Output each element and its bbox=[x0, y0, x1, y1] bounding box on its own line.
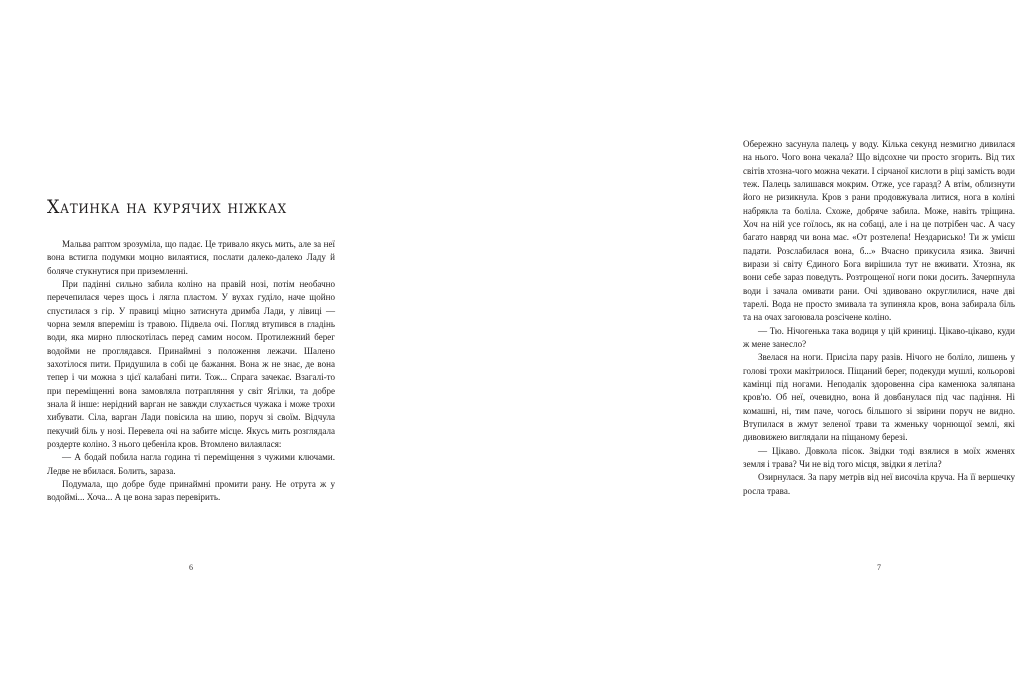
paragraph: — Тю. Нічогенька така водиця у цій криниці. Цікаво-цікаво, куди ж мене занесло? bbox=[743, 325, 1015, 349]
body-text-left-column bbox=[47, 238, 335, 505]
page-left bbox=[0, 0, 350, 700]
page-right bbox=[350, 0, 1015, 700]
paragraph: — Цікаво. Довкола пісок. Звідки тоді взялися в моїх жменях земля і трава? Чи не від того місця, звідки я летіла? bbox=[743, 445, 1015, 469]
paragraph: Мальва раптом зрозуміла, що падає. Це тривало якусь мить, але за неї вона встигла подумки моцно вилаятися, послати далеко-далеко Ладу й боляче стукнутися при приземленні. bbox=[47, 239, 335, 276]
paragraph: Подумала, що добре буде принаймні промити рану. Не отрута ж у водоймі... Хоча... А це вона зараз перевірить. bbox=[47, 478, 335, 503]
body-text-right-column bbox=[743, 138, 1015, 498]
chapter-title: Хатинка на курячих ніжках bbox=[47, 196, 287, 218]
page-number-left: 6 bbox=[189, 563, 193, 572]
paragraph: Озирнулася. За пару метрів від неї височіла круча. На її вершечку росла трава. bbox=[743, 472, 1015, 496]
paragraph: Обережно засунула палець у воду. Кілька секунд незмигно дивилася на нього. Чого вона чекала? Що відсохне чи просто згорить. Від тих світів хтозна-чого можна чекати. І сірчаної кислоти в ріці замість води теж. Палець залишався мокрим. Отже, усе гаразд? А втім, облизнути його не ризикнула. Кров з рани продовжувала литися, нога в коліні набрякла та боліла. Схоже, добряче забила. Може, навіть тріщина. Хоч на ній усе гоїлось, як на собаці, але і на це потрібен час. А часу багато навряд чи вона має. «От розтелепа! Нездарисько! Ти ж умієш падати. Розслабилася вона, б...» Вчасно прикусила язика. Звичні вирази зі світу Єдиного Бога вирішила тут не вживати. Хтозна, як вони себе зараз поведуть. Розтрощеної ноги поки досить. Зачерпнула води і зачала омивати рани. Очі здивовано округлилися, наче дві тарелі. Вода не просто змивала та зупиняла кров, вона забирала біль та на очах загоювала розсічене коліно. bbox=[743, 139, 1015, 323]
paragraph: Звелася на ноги. Присіла пару разів. Нічого не боліло, лишень у голові трохи макітрилося. Піщаний берег, подекуди мушлі, кольорові камінці під ногами. Неподалік здоровенна сіра каменюка заляпана кров'ю. Об неї, очевидно, вона й довбанулася під час падіння. Ні комашні, ні, тим паче, чогось більшого зі звірини поруч не видно. Втупилася в жмут зеленої трави та жменьку чорнющої землі, які дивовижею виглядали на піщаному березі. bbox=[743, 352, 1015, 443]
page-number-right: 7 bbox=[877, 563, 881, 572]
paragraph: При падінні сильно забила коліно на правій нозі, потім необачно перечепилася через щось і лягла пластом. У вухах гуділо, наче щойно спустилася з гір. У правиці міцно затиснута дримба Лади, у лівиці — чорна земля впереміш із травою. Підвела очі. Погляд втупився в гладінь води, яка мирно плюскотілась перед самим носом. Протилежний берег водойми не проглядався. Принаймні з положення лежачи. Шалено захотілося пити. Придушила в собі це бажання. Вона ж не знає, де вона тепер і чи можна з цієї калабані пити. Тож... Спрага зачекає. Взагалі-то при переміщенні вона замовляла потрапляння у світ Ягілки, та добре знала й інше: нерідний варган не завжди слухається чужака і може трохи хибувати. Сіла, варган Лади повісила на шию, поруч зі своїм. Відчула пекучий біль у нозі. Перевела очі на забите місце. Якусь мить розглядала роздерте коліно. З нього цебеніла кров. Втомлено вилаялася: bbox=[47, 278, 335, 449]
paragraph: — А бодай побила нагла година ті переміщення з чужими ключами. Ледве не вбилася. Болить, зараза. bbox=[47, 452, 335, 476]
